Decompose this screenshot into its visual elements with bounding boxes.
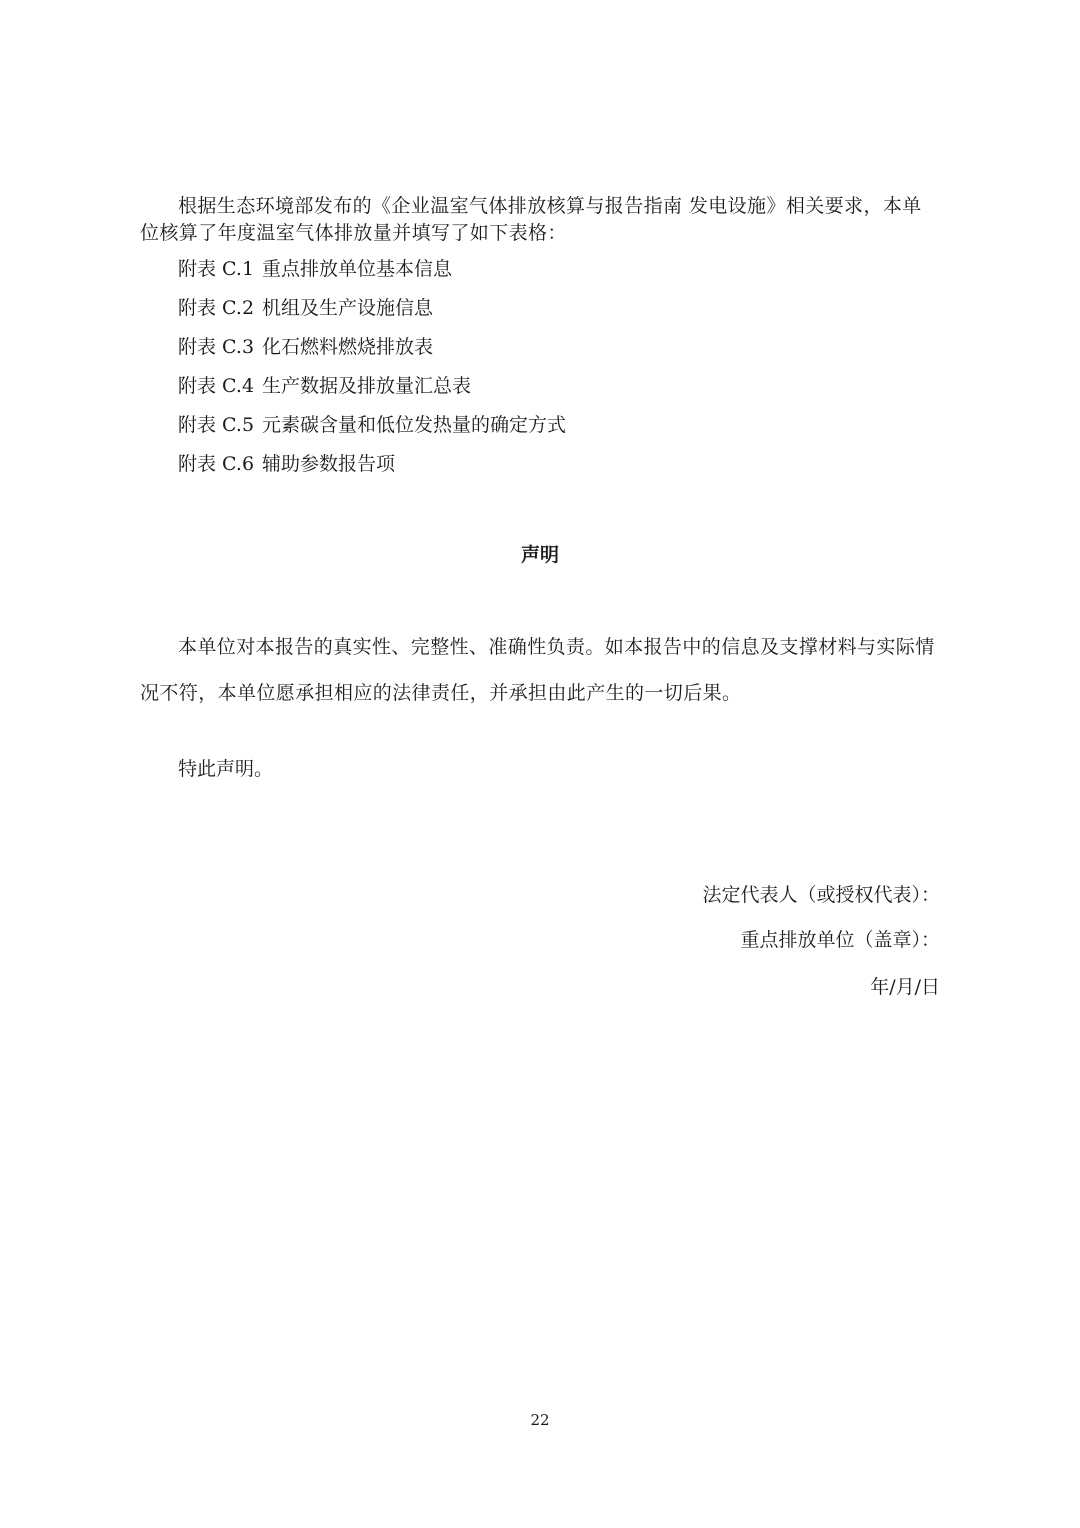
annex-code: 附表 C.4 — [178, 375, 255, 397]
annex-title: 辅助参数报告项 — [262, 453, 396, 475]
intro-paragraph: 根据生态环境部发布的《企业温室气体排放核算与报告指南 发电设施》相关要求，本单位核算了年度温室气体排放量并填写了如下表格： — [140, 195, 922, 244]
annex-code: 附表 C.2 — [178, 297, 255, 319]
annex-title: 生产数据及排放量汇总表 — [262, 375, 472, 397]
declaration-closing: 特此声明。 — [178, 758, 274, 780]
annex-item — [178, 373, 566, 412]
legal-representative-line: 法定代表人（或授权代表）： — [702, 884, 940, 906]
annex-code: 附表 C.1 — [178, 258, 255, 280]
date-line: 年/月/日 — [870, 976, 940, 998]
declaration-title: 声明 — [520, 544, 559, 566]
annex-item — [178, 295, 566, 334]
annex-list — [178, 256, 566, 490]
annex-title: 元素碳含量和低位发热量的确定方式 — [262, 414, 567, 436]
annex-title: 重点排放单位基本信息 — [262, 258, 453, 280]
annex-item — [178, 256, 566, 295]
annex-title: 化石燃料燃烧排放表 — [262, 336, 434, 358]
annex-title: 机组及生产设施信息 — [262, 297, 434, 319]
declaration-body: 本单位对本报告的真实性、完整性、准确性负责。如本报告中的信息及支撑材料与实际情况不符，本单位愿承担相应的法律责任，并承担由此产生的一切后果。 — [140, 636, 935, 704]
annex-code: 附表 C.3 — [178, 336, 255, 358]
unit-seal-line: 重点排放单位（盖章）： — [740, 929, 940, 951]
annex-item — [178, 334, 566, 373]
page-number: 22 — [530, 1411, 550, 1429]
annex-code: 附表 C.6 — [178, 453, 255, 475]
annex-code: 附表 C.5 — [178, 414, 255, 436]
annex-item — [178, 412, 566, 451]
annex-item — [178, 451, 566, 490]
